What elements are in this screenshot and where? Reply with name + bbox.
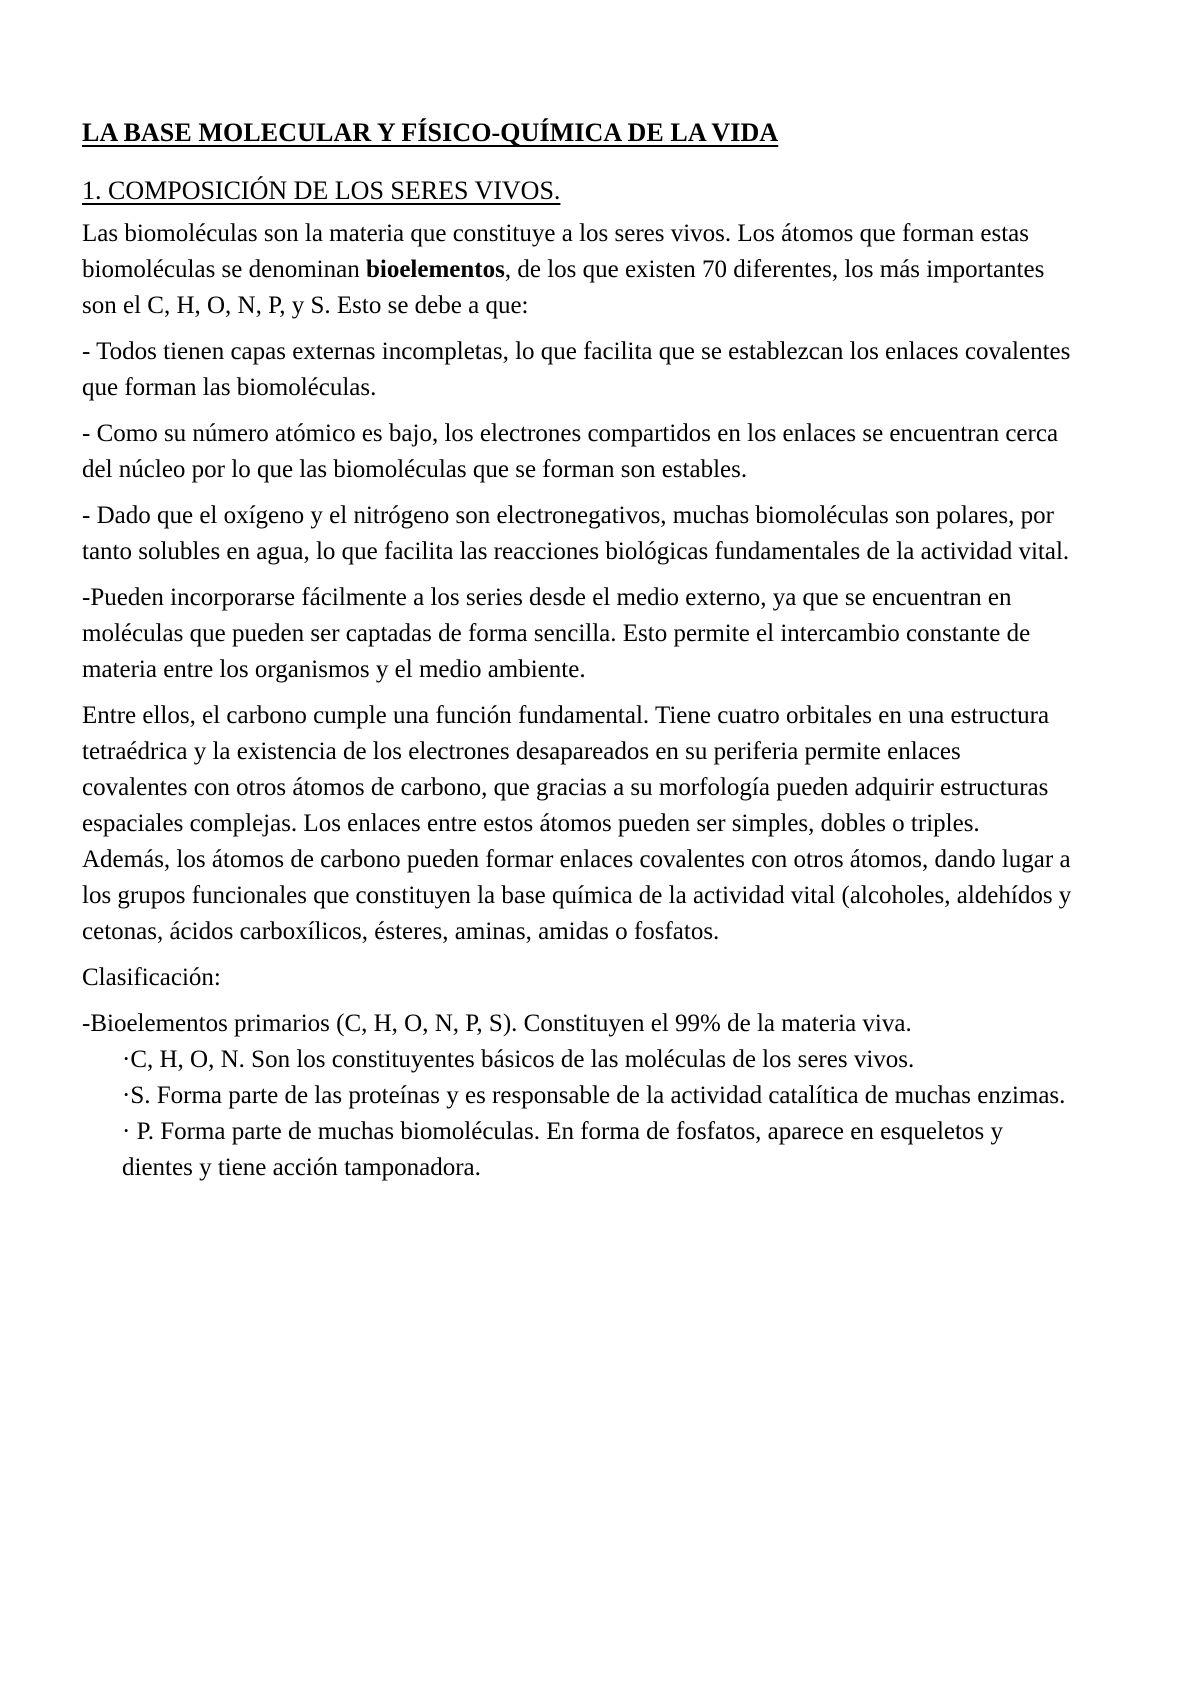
reason-item: - Como su número atómico es bajo, los electrones compartidos en los enlaces se encuentran cerca del núcleo por lo que las biomoléculas que se forman son estables.: [82, 420, 1059, 483]
reason-item: - Dado que el oxígeno y el nitrógeno son electronegativos, muchas biomoléculas son polares, por tanto solubles en agua, lo que facilita las reacciones biológicas fundamentales de la actividad vital.: [82, 502, 1070, 565]
carbon-paragraph: Entre ellos, el carbono cumple una función fundamental. Tiene cuatro orbitales en una estructura tetraédrica y la existencia de los electrones desapareados en su periferia permite enlaces covalentes con otros átomos de carbono, que gracias a su morfología pueden adquirir estructuras espaciales complejas. Los enlaces entre estos átomos pueden ser simples, dobles o triples. Además, los átomos de carbono pueden formar enlaces covalentes con otros átomos, dando lugar a los grupos funcionales que constituyen la base química de la actividad vital (alcoholes, aldehídos y cetonas, ácidos carboxílicos, ésteres, aminas, amidas o fosfatos.: [82, 702, 1072, 945]
sub-item: ·S. Forma parte de las proteínas y es responsable de la actividad catalítica de muchas enzimas.: [122, 1082, 1066, 1109]
document-page: [82, 118, 1072, 1186]
sub-item: ·C, H, O, N. Son los constituyentes básicos de las moléculas de los seres vivos.: [122, 1046, 915, 1073]
intro-paragraph: [82, 216, 1072, 324]
document-title: LA BASE MOLECULAR Y FÍSICO-QUÍMICA DE LA VIDA: [82, 118, 779, 147]
sub-item: · P. Forma parte de muchas biomoléculas. En forma de fosfatos, aparece en esqueletos y dientes y tiene acción tamponadora.: [122, 1118, 1003, 1181]
primary-bioelements: -Bioelementos primarios (C, H, O, N, P, S). Constituyen el 99% de la materia viva.: [82, 1010, 912, 1037]
intro-text-b: , de los que existen 70 diferentes, los más importantes son el C, H, O, N, P, y S. Esto se debe a que:: [82, 256, 1045, 319]
classification-label: Clasificación:: [82, 964, 221, 991]
reason-item: -Pueden incorporarse fácilmente a los series desde el medio externo, ya que se encuentran en moléculas que pueden ser captadas de forma sencilla. Esto permite el intercambio constante de materia entre los organismos y el medio ambiente.: [82, 584, 1031, 683]
reason-item: - Todos tienen capas externas incompletas, lo que facilita que se establezcan los enlaces covalentes que forman las biomoléculas.: [82, 338, 1071, 401]
section-heading: 1. COMPOSICIÓN DE LOS SERES VIVOS.: [82, 176, 561, 205]
intro-bold-term: bioelementos: [365, 256, 505, 283]
intro-text-a: Las biomoléculas son la materia que constituye a los seres vivos. Los átomos que forman estas biomoléculas se denominan: [82, 220, 1029, 283]
